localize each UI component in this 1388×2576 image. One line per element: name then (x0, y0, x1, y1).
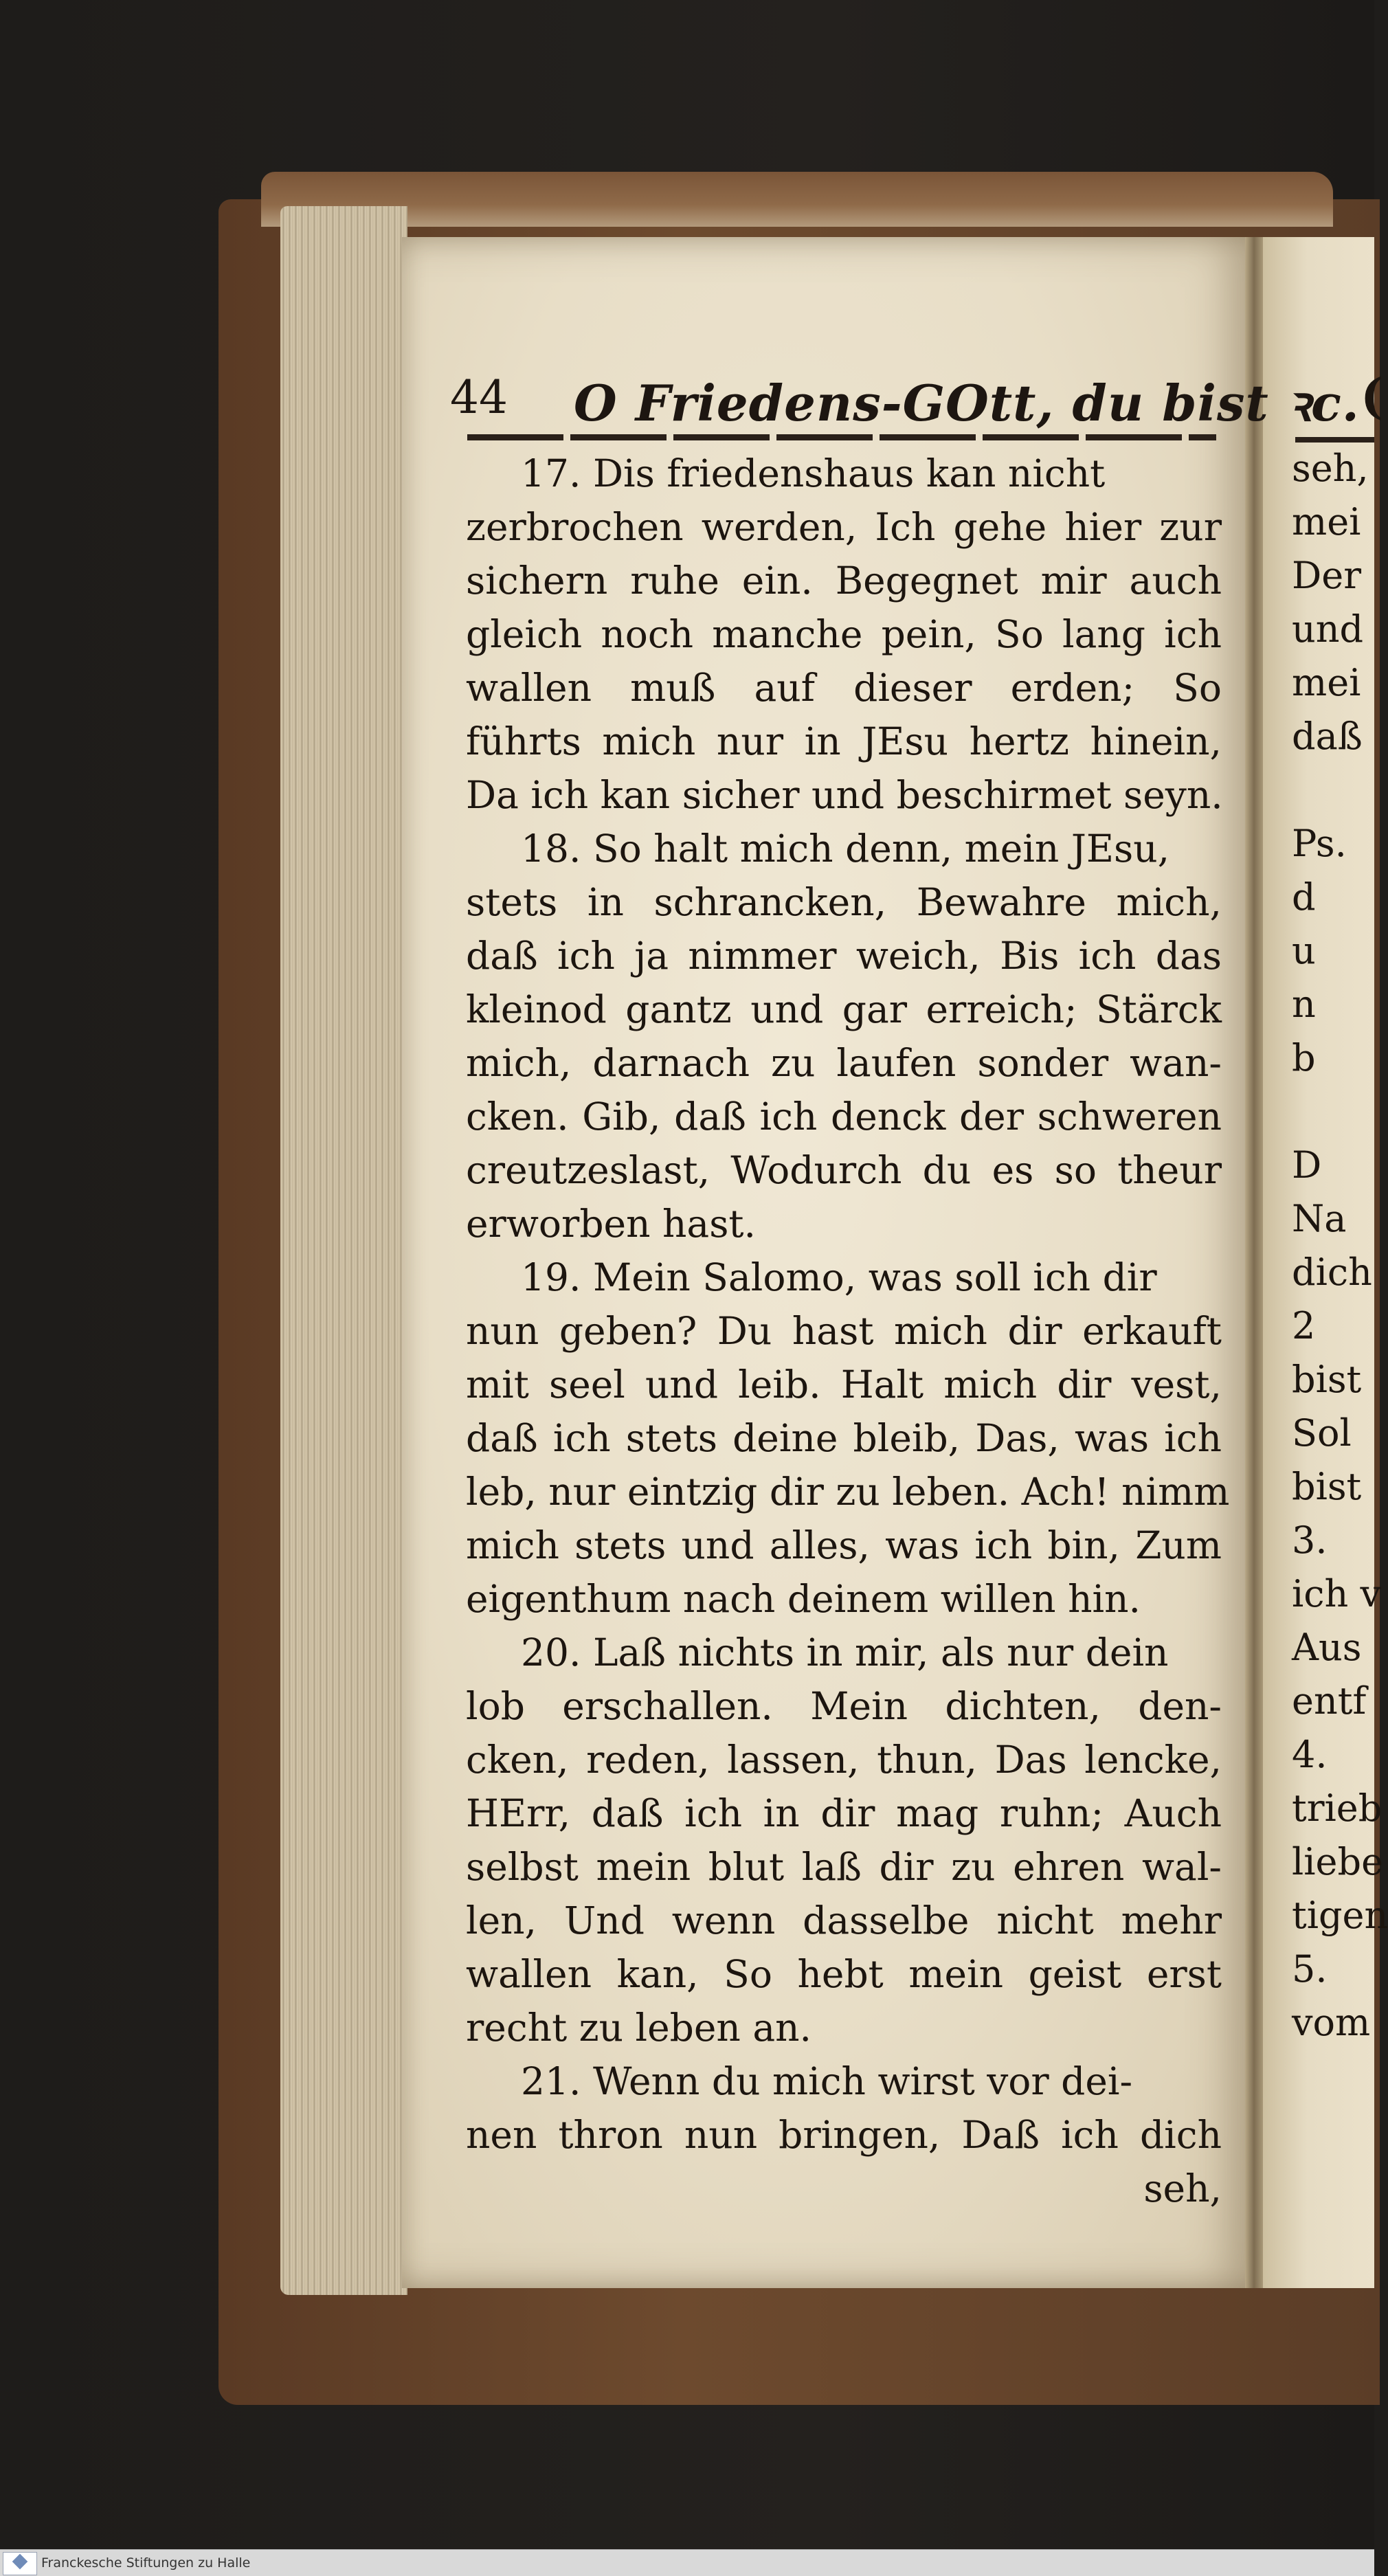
text-line: creutzeslast, Wodurch du es so theur (466, 1148, 1222, 1192)
next-page-line: 4. (1292, 1733, 1328, 1776)
next-page-line: tigen (1292, 1894, 1388, 1937)
next-page-line: d (1292, 875, 1316, 919)
next-page-line: Aus (1292, 1626, 1362, 1669)
next-page-line: vom (1292, 2001, 1371, 2044)
next-page-line: 2 (1292, 1304, 1316, 1347)
next-page-line: dich (1292, 1251, 1372, 1294)
footer-credit: Franckesche Stiftungen zu Halle (41, 2555, 251, 2571)
next-page-line: 3. (1292, 1519, 1328, 1562)
text-line: daß ich ja nimmer weich, Bis ich das (466, 934, 1222, 978)
text-line: recht zu leben an. (466, 2006, 812, 2050)
text-line: len, Und wenn dasselbe nicht mehr (466, 1899, 1222, 1942)
text-line: gleich noch manche pein, So lang ich (466, 612, 1222, 656)
text-line: HErr, daß ich in dir mag ruhn; Auch (466, 1791, 1222, 1835)
text-line: mich, darnach zu laufen sonder wan- (466, 1041, 1222, 1085)
next-page-line: 5. (1292, 1947, 1328, 1991)
next-page-line: u (1292, 929, 1316, 972)
text-line: wallen muß auf dieser erden; So (466, 666, 1222, 710)
text-line: nen thron nun bringen, Daß ich dich (466, 2113, 1222, 2157)
next-page-line: bist (1292, 1358, 1362, 1401)
text-line: sichern ruhe ein. Begegnet mir auch (466, 559, 1222, 603)
next-page-rule (1295, 437, 1374, 443)
text-line: 17. Dis friedenshaus kan nicht (521, 451, 1106, 495)
text-line: mich stets und alles, was ich bin, Zum (466, 1523, 1222, 1567)
book-top-edge (261, 172, 1333, 227)
next-page-head: ( (1361, 368, 1384, 425)
next-page-line: trieb (1292, 1787, 1383, 1830)
next-page-line: bist (1292, 1465, 1362, 1508)
text-line: lob erschallen. Mein dichten, den- (466, 1684, 1222, 1728)
text-line: mit seel und leib. Halt mich dir vest, (466, 1363, 1222, 1407)
text-line: wallen kan, So hebt mein geist erst (466, 1952, 1222, 1996)
book-gutter (1245, 237, 1263, 2288)
next-page-line: daß (1292, 715, 1363, 758)
text-line: 18. So halt mich denn, mein JEsu, (521, 827, 1170, 871)
text-line: zerbrochen werden, Ich gehe hier zur (466, 505, 1222, 549)
next-page-text (1292, 447, 1388, 2233)
next-page-line: mei (1292, 661, 1361, 704)
text-line: cken. Gib, daß ich denck der schweren (466, 1095, 1222, 1139)
viewer-footer (0, 2549, 1374, 2576)
text-line: eigenthum nach deinem willen hin. (466, 1577, 1141, 1621)
next-page-line: Ps. (1292, 822, 1347, 865)
foundation-logo-icon (3, 2552, 37, 2575)
text-line: leb, nur eintzig dir zu leben. Ach! nimm (466, 1470, 1230, 1514)
text-line: nun geben? Du hast mich dir erkauft (466, 1309, 1222, 1353)
next-page-line: liebe (1292, 1840, 1384, 1883)
next-page-line: n (1292, 983, 1316, 1026)
header-rule (467, 434, 1216, 440)
text-line: cken, reden, lassen, thun, Das lencke, (466, 1738, 1222, 1782)
next-page-line: D (1292, 1143, 1322, 1187)
text-line: 20. Laß nichts in mir, als nur dein (521, 1631, 1169, 1675)
text-line: seh, (1143, 2166, 1222, 2210)
text-line: stets in schrancken, Bewahre mich, (466, 880, 1222, 924)
page-edges (280, 206, 407, 2295)
text-line: 19. Mein Salomo, was soll ich dir (521, 1255, 1157, 1299)
next-page-line: mei (1292, 500, 1361, 544)
text-line: kleinod gantz und gar erreich; Stärck (466, 987, 1222, 1031)
running-head: O Friedens-GOtt, du bist ꝛc. (574, 374, 1360, 432)
hymn-text (466, 447, 1230, 2215)
page-header (450, 364, 1360, 432)
next-page-line: seh, (1292, 447, 1369, 490)
page-number: 44 (450, 371, 508, 424)
text-line: erworben hast. (466, 1202, 757, 1246)
next-page-line: entf (1292, 1679, 1367, 1723)
text-line: 21. Wenn du mich wirst vor dei- (521, 2059, 1133, 2103)
next-page-line: Der (1292, 554, 1362, 597)
next-page-line: b (1292, 1036, 1316, 1079)
next-page-line: Sol (1292, 1411, 1352, 1455)
next-page-line: Na (1292, 1197, 1347, 1240)
next-page-line: und (1292, 607, 1364, 651)
text-line: Da ich kan sicher und beschirmet seyn. (466, 773, 1223, 817)
next-page-line: ich v (1292, 1572, 1381, 1615)
text-line: führts mich nur in JEsu hertz hinein, (466, 719, 1222, 763)
text-line: daß ich stets deine bleib, Das, was ich (466, 1416, 1222, 1460)
text-line: selbst mein blut laß dir zu ehren wal- (466, 1845, 1222, 1889)
